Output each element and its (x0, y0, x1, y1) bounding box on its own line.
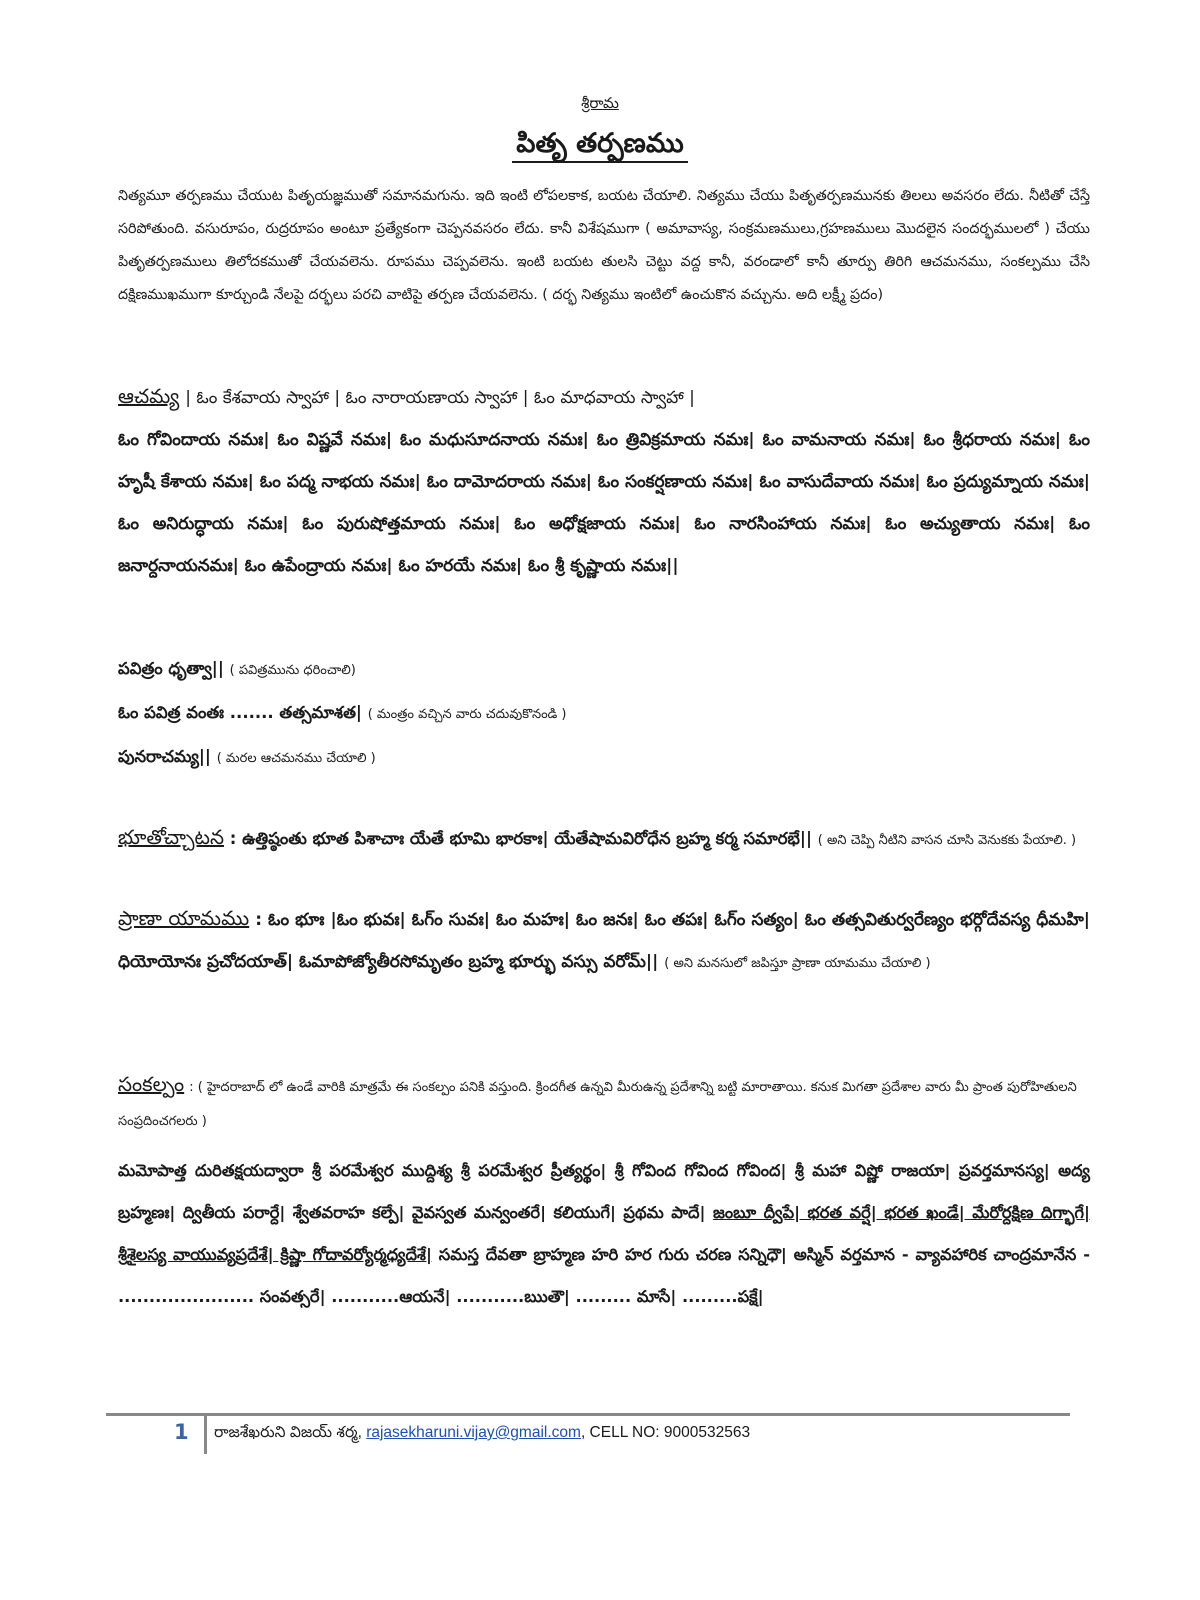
pranayama-section (118, 897, 1090, 985)
pavitra-line: పునరాచమ్య|| ( మరల ఆచమనము చేయాలి ) (118, 747, 376, 766)
footer-separator (204, 1416, 207, 1454)
achamya-swaha-line: | ఓం కేశవాయ స్వాహా | ఓం నారాయణాయ స్వాహా | ఓం మాధవాయ స్వాహా | (185, 388, 695, 408)
cell-number: , CELL NO: 9000532563 (580, 1424, 751, 1441)
achamya-namah-list: ఓం గోవిందాయ నమః| ఓం విష్ణవే నమః| ఓం మధుసూదనాయ నమః| ఓం త్రివిక్రమాయ నమః| ఓం వామనాయ నమః| ఓం శ్రీధరాయ నమః| ఓం హృషీ కేశాయ నమః| ఓం పద్మ నాభయ నమః| ఓం దామోదరాయ నమః| ఓం సంకర్షణాయ నమః| ఓం వాసుదేవాయ నమః| ఓం ప్రద్యుమ్నాయ నమః| ఓం అనిరుద్ధాయ నమః| ఓం పురుషోత్తమాయ నమః| ఓం అధోక్షజాయ నమః| ఓం నారసింహాయ నమః| ఓం అచ్యుతాయ నమః| ఓం జనార్దనాయనమః| ఓం ఉపేంద్రాయ నమః| ఓం హరయే నమః| ఓం శ్రీ కృష్ణాయ నమః|| (118, 430, 1090, 576)
achamya-section (118, 375, 1090, 587)
bhutocchatana-text: : ఉత్తిష్ఠంతు భూత పిశాచాః యేతే భూమి భారకాః| యేతేషామవిరోధేన బ్రహ్మ కర్మ సమారభే|| (229, 829, 812, 848)
page-number: 1 (174, 1420, 189, 1444)
header-mark: శ్రీరామ (581, 94, 619, 112)
sankalpam-intro (118, 1068, 1090, 1138)
sankalpam-location: జంబూ ద్వీపే| భరత వర్షే| భరత ఖండే| మేరోర్దక్షిణ దిగ్భాగే| శ్రీశైలస్య వాయువ్యప్రదేశే| క్రిష్ణా గోదావర్యోర్మధ్యదేశే| (118, 1203, 1091, 1264)
sankalpam-text: మమోపాత్త దురితక్షయద్వారా శ్రీ పరమేశ్వర ముద్దిశ్య శ్రీ పరమేశ్వర ప్రీత్యర్థం| శ్రీ గోవింద గోవింద గోవింద| శ్రీ మహా విష్ణో రాజయా| ప్రవర్తమానస్య| అద్య బ్రహ్మణః| ద్వితీయ పరార్దే| శ్వేతవరాహ కల్పే| వైవస్వత మన్వంతరే| కలియుగే| ప్రథమ పాదే| జంబూ ద్వీపే| భరత వర్షే| భరత ఖండే| మేరోర్దక్షిణ దిగ్భాగే| శ్రీశైలస్య వాయువ్యప్రదేశే| క్రిష్ణా గోదావర్యోర్మధ్యదేశే| సమస్త దేవతా బ్రాహ్మణ హరి హర గురు చరణ సన్నిధౌ| అస్మిన్ వర్తమాన - వ్యావహారిక చాంద్రమానేన - ...................... సంవత్సరే| ...........ఆయనే| ...........ఋతౌ| ......... మాసే| .........పక్షే| (118, 1161, 1091, 1306)
sankalpam-heading: సంకల్పం (118, 1072, 185, 1096)
pranayama-note: ( అని మనసులో జపిస్తూ ప్రాణా యామము చేయాలి ) (664, 956, 931, 971)
footer-rule (106, 1413, 1070, 1416)
intro-paragraph: నిత్యమూ తర్పణము చేయుట పితృయజ్ఞముతో సమానమగును. ఇది ఇంటి లోపలకాక, బయట చేయాలి. నిత్యము చేయు పితృతర్పణమునకు తిలలు అవసరం లేదు. నీటితో చేస్తే సరిపోతుంది. వసురూపం, రుద్రరూపం అంటూ ప్రత్యేకంగా చెప్పనవసరం లేదు. కానీ విశేషముగా ( అమావాస్య, సంక్రమణములు,గ్రహణములు మొదలైన సందర్భములలో ) చేయు పితృతర్పణములు తిలోదకముతో చేయవలెను. రూపము చెప్పవలెను. ఇంటి బయట తులసి చెట్టు వద్ద కానీ, వరండాలో కానీ తూర్పు తిరిగి ఆచమనము, సంకల్పము చేసి దక్షిణముఖముగా కూర్చుండి నేలపై దర్భలు పరచి వాటిపై తర్పణ చేయవలెను. ( దర్భ నిత్యము ఇంటిలో ఉంచుకొన వచ్చును. అది లక్ష్మీ ప్రదం) (118, 188, 1090, 303)
bhutocchatana-note: ( అని చెప్పి నీటిని వాసన చూసి వెనుకకు పేయాలి. ) (817, 833, 1077, 848)
sankalpam-note: : ( హైదరాబాద్ లో ఉండే వారికి మాత్రమే ఈ సంకల్పం పనికి వస్తుంది. క్రిందగీత ఉన్నవి మీరుఉన్న ప్రదేశాన్ని బట్టి మారాతాయి. కనుక మిగతా ప్రదేశాల వారు మీ ప్రాంత పురోహితులని సంప్రదించగలరు ) (118, 1080, 1077, 1129)
footer-contact (214, 1424, 750, 1445)
pranayama-text: : ఓం భూః |ఓం భువః| ఓగ్ం సువః| ఓం మహః| ఓం జనః| ఓం తపః| ఓగ్ం సత్యం| ఓం తత్సవితుర్వరేణ్యం భర్గోదేవస్య ధీమహి| ధియోయోనః ప్రచోదయాత్| ఓమాపోజ్యోతీరసోమృతం బ్రహ్మ భూర్భు వస్సు వరోమ్|| (118, 910, 1090, 972)
pavitra-line: ఓం పవిత్ర వంతః ....... తత్సమాశత| ( మంత్రం వచ్చిన వారు చదువుకొనండి ) (118, 703, 567, 722)
author-name: రాజశేఖరుని విజయ్ శర్మ, (214, 1424, 362, 1441)
bhutocchatana-heading: భూతోచ్చాటన (118, 825, 224, 849)
email-link[interactable]: rajasekharuni.vijay@gmail.com (366, 1424, 581, 1441)
bhutocchatana-section (118, 817, 1090, 861)
pavitra-section (118, 648, 1090, 780)
pavitra-line: పవిత్రం ధృత్వా|| ( పవిత్రమును ధరించాలి) (118, 659, 356, 678)
page-title: పితృ తర్పణము (0, 128, 1200, 166)
pranayama-heading: ప్రాణా యామము (118, 906, 250, 930)
achamya-heading: ఆచమ్య (118, 384, 180, 408)
